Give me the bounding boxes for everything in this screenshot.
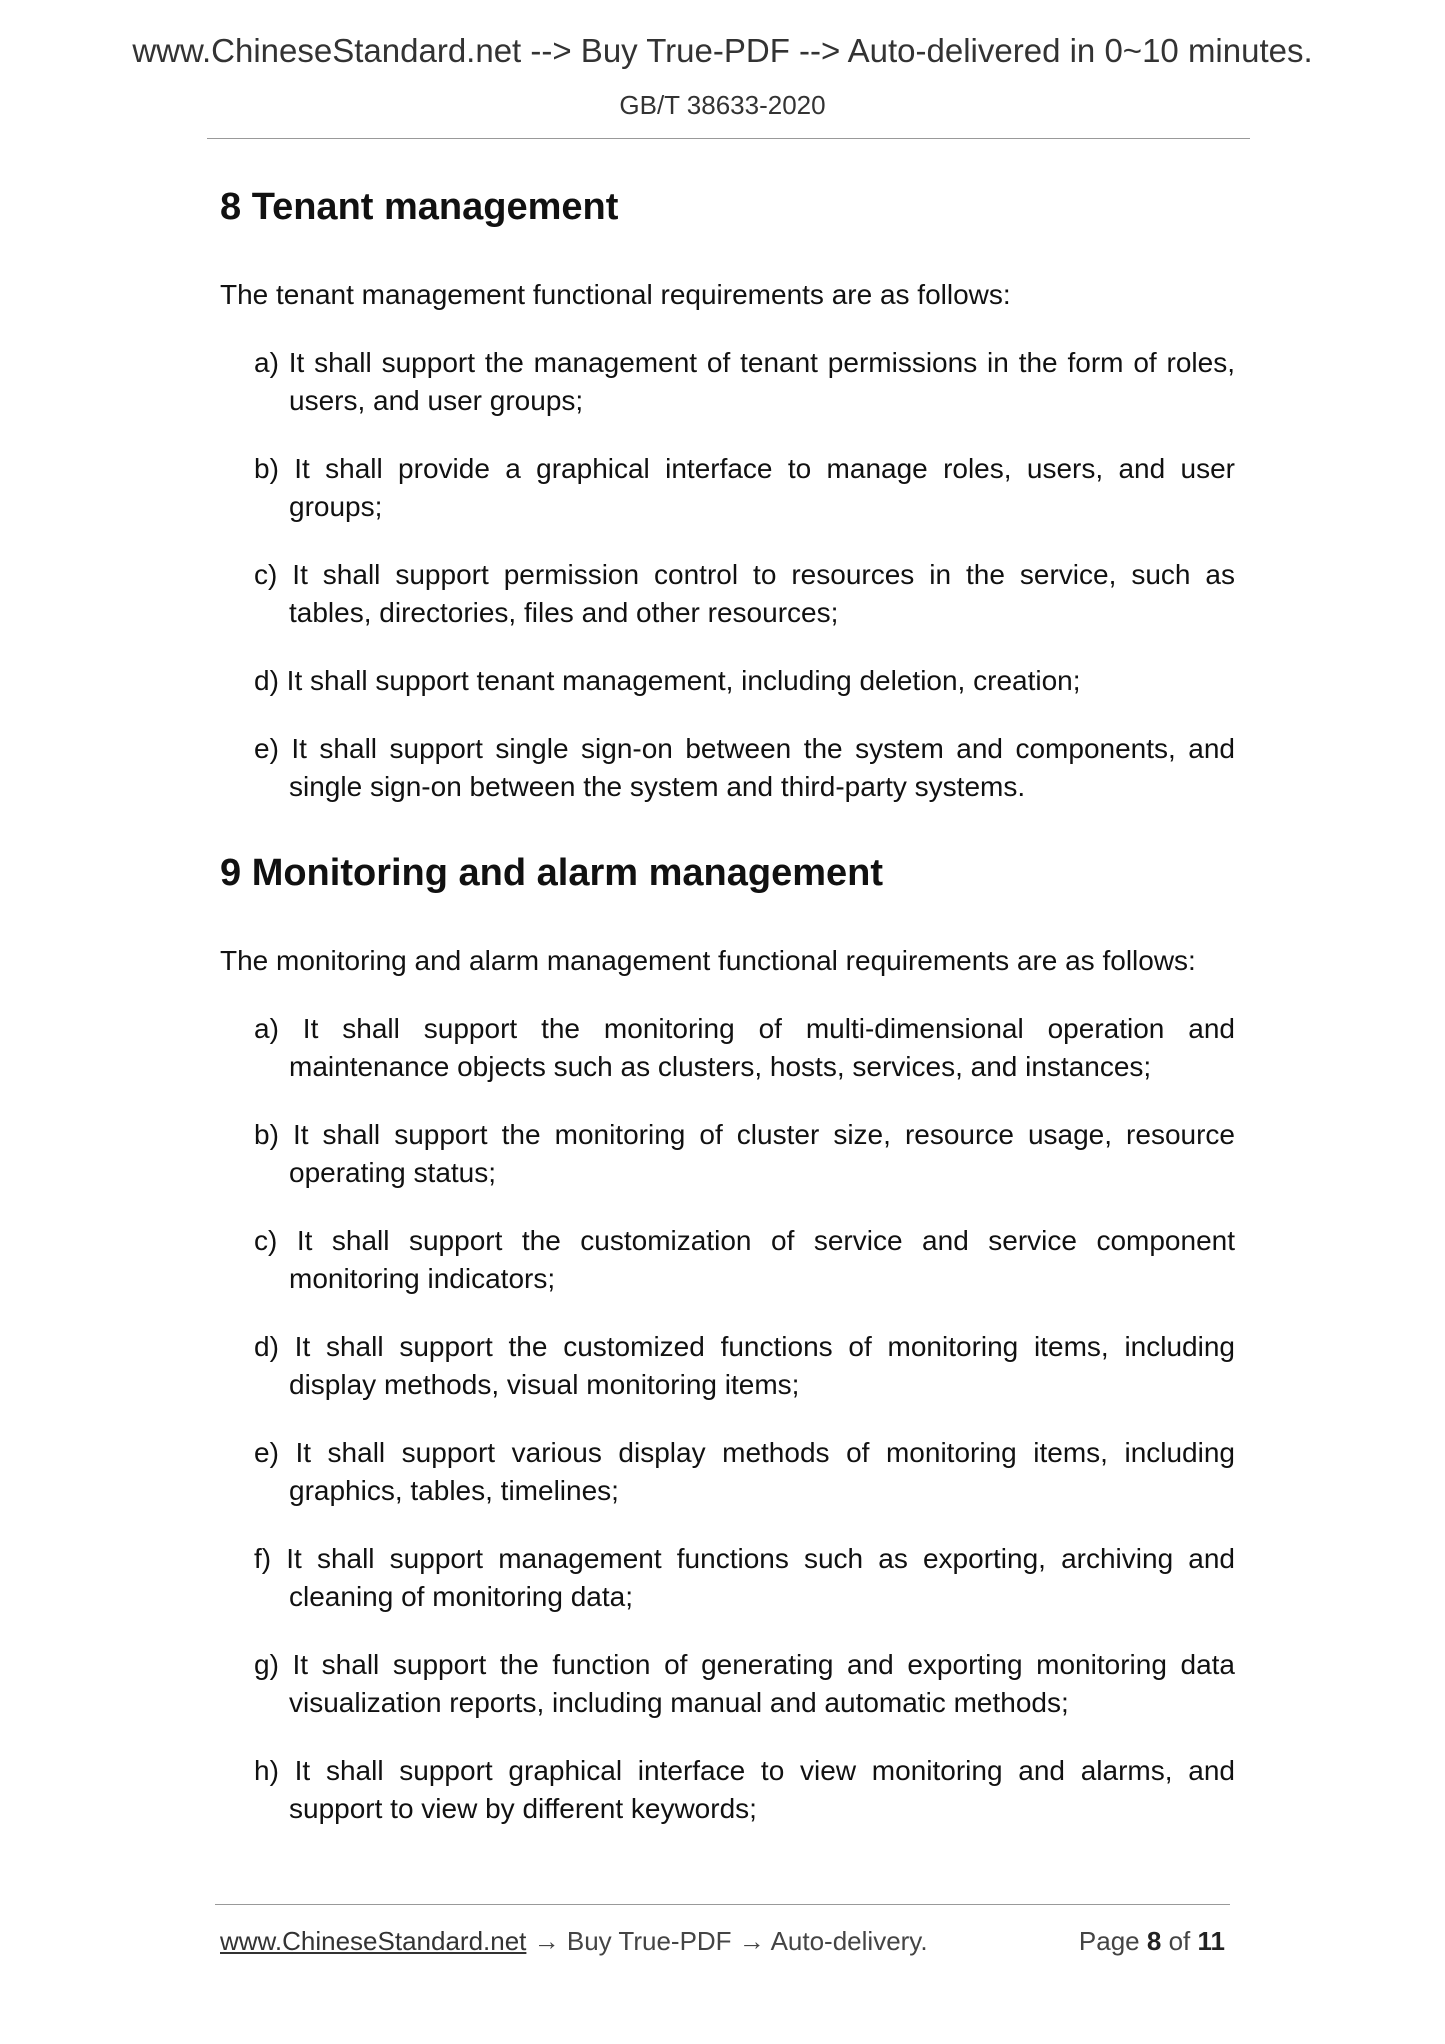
standard-number: GB/T 38633-2020 bbox=[619, 90, 826, 120]
section-8-title: 8 Tenant management bbox=[220, 186, 619, 228]
page-label: Page bbox=[1078, 1926, 1140, 1956]
section-9-item-g bbox=[254, 1646, 1235, 1722]
item-line: maintenance objects such as clusters, hosts, services, and instances; bbox=[289, 1051, 1152, 1082]
page-total: 11 bbox=[1197, 1926, 1225, 1956]
item-line: a) It shall support the management of tenant permissions in the form of roles, bbox=[254, 347, 1235, 378]
item-line: c) It shall support permission control to resources in the service, such as bbox=[254, 559, 1235, 590]
section-9-intro: The monitoring and alarm management functional requirements are as follows: bbox=[220, 945, 1196, 976]
item-line: support to view by different keywords; bbox=[289, 1793, 757, 1824]
item-line: h) It shall support graphical interface to view monitoring and alarms, and bbox=[254, 1755, 1235, 1786]
item-line: a) It shall support the monitoring of multi-dimensional operation and bbox=[254, 1013, 1235, 1044]
section-9-item-f bbox=[254, 1540, 1235, 1616]
section-8-item-d bbox=[254, 662, 1235, 700]
item-line: f) It shall support management functions such as exporting, archiving and bbox=[254, 1543, 1235, 1574]
footer-site-link[interactable]: www.ChineseStandard.net bbox=[220, 1926, 527, 1956]
section-8-item-e bbox=[254, 730, 1235, 806]
item-line: e) It shall support various display methods of monitoring items, including bbox=[254, 1437, 1235, 1468]
section-9-item-h bbox=[254, 1752, 1235, 1828]
item-line: d) It shall support tenant management, including deletion, creation; bbox=[254, 665, 1081, 696]
section-9-item-e bbox=[254, 1434, 1235, 1510]
page-footer bbox=[220, 1926, 1225, 1957]
section-9-item-d bbox=[254, 1328, 1235, 1404]
section-8-intro: The tenant management functional requirements are as follows: bbox=[220, 279, 1011, 310]
section-8-item-a bbox=[254, 344, 1235, 420]
item-line: cleaning of monitoring data; bbox=[289, 1581, 633, 1612]
header-divider bbox=[207, 138, 1250, 139]
section-8-item-c bbox=[254, 556, 1235, 632]
section-9-item-b bbox=[254, 1116, 1235, 1192]
item-line: b) It shall support the monitoring of cluster size, resource usage, resource bbox=[254, 1119, 1235, 1150]
page-current: 8 bbox=[1146, 1926, 1162, 1956]
page-of: of bbox=[1168, 1926, 1191, 1956]
item-line: d) It shall support the customized functions of monitoring items, including bbox=[254, 1331, 1235, 1362]
item-line: display methods, visual monitoring items; bbox=[289, 1369, 800, 1400]
item-line: g) It shall support the function of generating and exporting monitoring data bbox=[254, 1649, 1235, 1680]
item-line: e) It shall support single sign-on between the system and components, and bbox=[254, 733, 1235, 764]
item-line: tables, directories, files and other resources; bbox=[289, 597, 839, 628]
item-line: single sign-on between the system and third-party systems. bbox=[289, 771, 1026, 802]
section-9-title: 9 Monitoring and alarm management bbox=[220, 852, 883, 894]
item-line: graphics, tables, timelines; bbox=[289, 1475, 619, 1506]
section-9-item-a bbox=[254, 1010, 1235, 1086]
item-line: monitoring indicators; bbox=[289, 1263, 556, 1294]
section-9-item-c bbox=[254, 1222, 1235, 1298]
item-line: c) It shall support the customization of service and service component bbox=[254, 1225, 1235, 1256]
item-line: users, and user groups; bbox=[289, 385, 584, 416]
top-banner: www.ChineseStandard.net --> Buy True-PDF --> Auto-delivered in 0~10 minutes. bbox=[132, 32, 1313, 69]
item-line: visualization reports, including manual and automatic methods; bbox=[289, 1687, 1069, 1718]
item-line: groups; bbox=[289, 491, 383, 522]
item-line: operating status; bbox=[289, 1157, 497, 1188]
footer-divider bbox=[215, 1904, 1230, 1905]
section-8-item-b bbox=[254, 450, 1235, 526]
item-line: b) It shall provide a graphical interface to manage roles, users, and user bbox=[254, 453, 1235, 484]
footer-tagline: → Buy True-PDF → Auto-delivery. bbox=[526, 1926, 928, 1956]
page-indicator bbox=[1079, 1926, 1225, 1957]
